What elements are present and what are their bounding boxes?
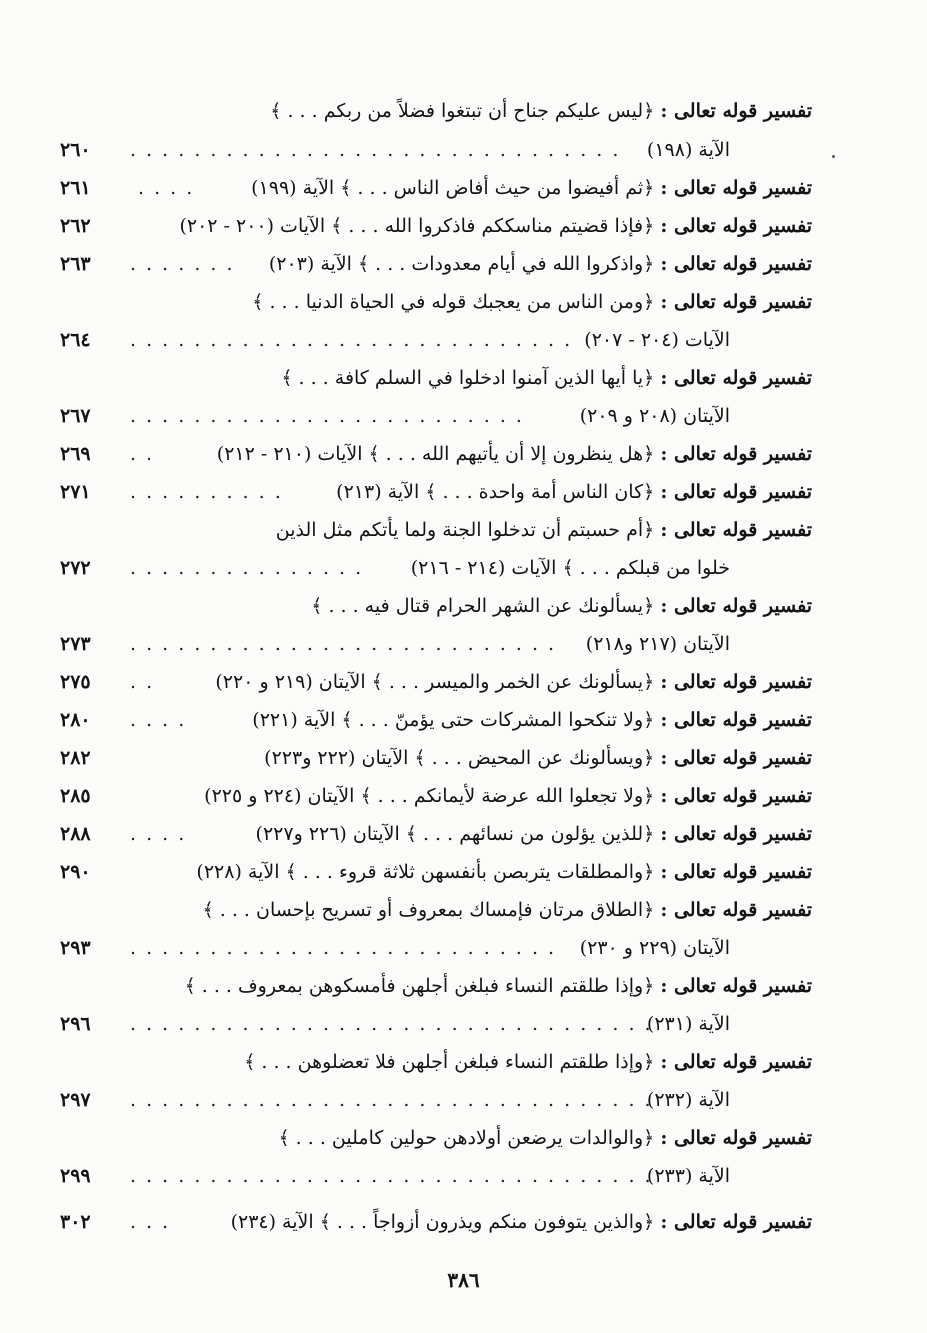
entry-text	[244, 1044, 812, 1080]
leader-dots	[130, 322, 570, 358]
entry-lead: تفسير قوله تعالى :	[660, 291, 812, 313]
entry-page-number: ٢٨٢	[60, 747, 91, 769]
entry-text	[251, 170, 812, 206]
index-entry	[60, 854, 812, 890]
entry-text	[196, 854, 812, 890]
entry-verse: ﴿ليس عليكم جناح أن تبتغوا فضلاً من ربكم . . . ﴾	[270, 100, 655, 122]
index-entry	[60, 474, 812, 510]
entry-verse: ﴿أم حسبتم أن تدخلوا الجنة ولما يأتكم مثل الذين	[275, 519, 655, 541]
entry-text	[276, 512, 812, 548]
entry-verse: ﴿يا أيها الذين آمنوا ادخلوا في السلم كافة . . . ﴾	[281, 367, 655, 389]
entry-verse: ﴿ويسألونك عن المحيض . . . ﴾ الآيتان (٢٢٢ و٢٢٣)	[264, 747, 655, 769]
leader-dots	[130, 702, 190, 738]
entry-page-number: ٢٨٠	[60, 709, 91, 731]
entry-text	[336, 474, 812, 510]
entry-text	[264, 740, 812, 776]
entry-lead: تفسير قوله تعالى :	[660, 1127, 812, 1149]
entry-text	[231, 1204, 812, 1240]
leader-dots	[130, 246, 240, 282]
entry-verse: ﴿وإذا طلقتم النساء فبلغن أجلهن فأمسكوهن بمعروف . . . ﴾	[184, 975, 655, 997]
leader-dots	[130, 1158, 650, 1194]
entry-text	[256, 816, 812, 852]
entry-page-number: ٢٨٥	[60, 785, 91, 807]
entry-lead: تفسير قوله تعالى :	[660, 785, 812, 807]
leader-dots	[138, 170, 198, 206]
index-entry-continuation	[60, 398, 812, 434]
entry-text: الآية (٢٣١)	[646, 1013, 730, 1035]
entry-page-number: ٢٦٩	[60, 443, 91, 465]
entry-page-number: ٢٦١	[60, 177, 91, 199]
entry-text: الآيتان (٢٢٩ و ٢٣٠)	[579, 937, 730, 959]
index-entry	[60, 892, 812, 928]
entry-lead: تفسير قوله تعالى :	[660, 100, 812, 122]
entry-page-number: ٢٦٠	[60, 139, 91, 161]
index-entry-continuation	[60, 1006, 812, 1042]
entry-page-number: ٢٧٣	[60, 633, 91, 655]
index-entry	[60, 1120, 812, 1156]
entry-lead: تفسير قوله تعالى :	[660, 215, 812, 237]
entry-lead: تفسير قوله تعالى :	[660, 519, 812, 541]
entry-lead: تفسير قوله تعالى :	[660, 177, 812, 199]
leader-dots	[130, 132, 630, 168]
index-entry	[60, 93, 812, 129]
entry-verse: ﴿ثم أفيضوا من حيث أفاض الناس . . . ﴾ الآية (١٩٩)	[251, 177, 655, 199]
entry-page-number: ٢٩٦	[60, 1013, 91, 1035]
entry-lead: تفسير قوله تعالى :	[660, 671, 812, 693]
entry-lead: تفسير قوله تعالى :	[660, 443, 812, 465]
entry-verse: ﴿والذين يتوفون منكم ويذرون أزواجاً . . . ﴾ الآية (٢٣٤)	[230, 1211, 655, 1233]
entry-page-number: ٢٩٣	[60, 937, 91, 959]
entry-lead: تفسير قوله تعالى :	[660, 975, 812, 997]
entry-text: الآية (١٩٨)	[646, 139, 730, 161]
entry-text	[185, 968, 812, 1004]
entry-lead: تفسير قوله تعالى :	[660, 1211, 812, 1233]
entry-lead: تفسير قوله تعالى :	[660, 747, 812, 769]
entry-text	[279, 1120, 813, 1156]
entry-verse: ﴿الطلاق مرتان فإمساك بمعروف أو تسريح بإحسان . . . ﴾	[202, 899, 655, 921]
entry-text: الآيتان (٢٠٨ و ٢٠٩)	[579, 405, 730, 427]
scan-speck	[832, 155, 835, 158]
index-entry	[60, 816, 812, 852]
index-entry-continuation	[60, 930, 812, 966]
index-entry	[60, 1204, 812, 1240]
entry-text	[269, 246, 812, 282]
index-entry	[60, 702, 812, 738]
entry-page-number: ٢٩٧	[60, 1089, 91, 1111]
entry-text	[311, 588, 812, 624]
entry-page-number: ٢٦٣	[60, 253, 91, 275]
entry-text: الآيات (٢٠٤ - ٢٠٧)	[584, 329, 730, 351]
index-entry-continuation	[60, 132, 812, 168]
entry-page-number: ٢٦٢	[60, 215, 91, 237]
index-entry	[60, 284, 812, 320]
index-entry	[60, 740, 812, 776]
entry-lead: تفسير قوله تعالى :	[660, 899, 812, 921]
entry-lead: تفسير قوله تعالى :	[660, 253, 812, 275]
index-entry	[60, 170, 812, 206]
index-entry	[60, 512, 812, 548]
index-entry	[60, 246, 812, 282]
entry-text: الآية (٢٣٢)	[646, 1089, 730, 1111]
entry-page-number: ٢٩٠	[60, 861, 91, 883]
entry-verse: ﴿والوالدات يرضعن أولادهن حولين كاملين . . . ﴾	[278, 1127, 655, 1149]
entry-text	[270, 93, 812, 129]
index-entry	[60, 208, 812, 244]
entry-verse: ﴿يسألونك عن الخمر والميسر . . . ﴾ الآيتان (٢١٩ و ٢٢٠)	[215, 671, 655, 693]
entry-page-number: ٣٠٢	[60, 1211, 91, 1233]
index-entry-continuation	[60, 322, 812, 358]
entry-lead: تفسير قوله تعالى :	[660, 861, 812, 883]
index-entry	[60, 360, 812, 396]
leader-dots	[130, 550, 360, 586]
entry-text	[203, 892, 812, 928]
index-entry-continuation	[60, 1082, 812, 1118]
leader-dots	[130, 436, 150, 472]
leader-dots	[130, 1006, 650, 1042]
entry-lead: تفسير قوله تعالى :	[660, 1051, 812, 1073]
leader-dots	[130, 816, 190, 852]
index-entry	[60, 1044, 812, 1080]
entry-page-number: ٢٦٧	[60, 405, 91, 427]
entry-verse: ﴿وإذا طلقتم النساء فبلغن أجلهن فلا تعضلوهن . . . ﴾	[244, 1051, 655, 1073]
entry-page-number: ٢٧٥	[60, 671, 91, 693]
index-entry	[60, 778, 812, 814]
entry-verse: ﴿ولا تجعلوا الله عرضة لأيمانكم . . . ﴾ الآيتان (٢٢٤ و ٢٢٥)	[204, 785, 655, 807]
entry-text	[217, 436, 812, 472]
entry-verse: ﴿ولا تنكحوا المشركات حتى يؤمنّ . . . ﴾ الآية (٢٢١)	[252, 709, 655, 731]
entry-verse: ﴿يسألونك عن الشهر الحرام قتال فيه . . . ﴾	[311, 595, 655, 617]
leader-dots	[130, 626, 560, 662]
entry-page-number: ٢٧١	[60, 481, 91, 503]
entry-lead: تفسير قوله تعالى :	[660, 481, 812, 503]
entry-text	[204, 778, 812, 814]
entry-verse: ﴿والمطلقات يتربصن بأنفسهن ثلاثة قروء . . . ﴾ الآية (٢٢٨)	[196, 861, 655, 883]
entry-verse: ﴿للذين يؤلون من نسائهم . . . ﴾ الآيتان (٢٢٦ و٢٢٧)	[255, 823, 655, 845]
leader-dots	[130, 474, 280, 510]
leader-dots	[130, 398, 530, 434]
entry-text	[252, 702, 812, 738]
entry-text: الآية (٢٣٣)	[646, 1165, 730, 1187]
entry-verse: ﴿كان الناس أمة واحدة . . . ﴾ الآية (٢١٣)	[336, 481, 655, 503]
leader-dots	[130, 664, 152, 700]
entry-verse: ﴿هل ينظرون إلا أن يأتيهم الله . . . ﴾ الآيات (٢١٠ - ٢١٢)	[216, 443, 655, 465]
entry-verse: ﴿فإذا قضيتم مناسككم فاذكروا الله . . . ﴾ الآيات (٢٠٠ - ٢٠٢)	[179, 215, 655, 237]
entry-lead: تفسير قوله تعالى :	[660, 709, 812, 731]
entry-text: الآيتان (٢١٧ و٢١٨)	[585, 633, 730, 655]
entry-verse: ﴿واذكروا الله في أيام معدودات . . . ﴾ الآية (٢٠٣)	[268, 253, 655, 275]
page-number: ٣٨٦	[447, 1268, 480, 1292]
leader-dots	[130, 1082, 650, 1118]
index-entry-continuation	[60, 1158, 812, 1194]
entry-text	[215, 664, 812, 700]
entry-page-number: ٢٨٨	[60, 823, 91, 845]
index-entry-continuation	[60, 626, 812, 662]
entry-page-number: ٢٧٢	[60, 557, 91, 579]
entry-text: خلوا من قبلكم . . . ﴾ الآيات (٢١٤ - ٢١٦)	[410, 557, 730, 579]
leader-dots	[130, 930, 560, 966]
entry-lead: تفسير قوله تعالى :	[660, 367, 812, 389]
entry-text	[252, 284, 812, 320]
entry-text	[281, 360, 812, 396]
index-entry	[60, 664, 812, 700]
index-entry	[60, 968, 812, 1004]
entry-lead: تفسير قوله تعالى :	[660, 595, 812, 617]
entry-page-number: ٢٩٩	[60, 1165, 91, 1187]
leader-dots	[130, 1204, 170, 1240]
entry-text	[179, 208, 812, 244]
entry-verse: ﴿ومن الناس من يعجبك قوله في الحياة الدنيا . . . ﴾	[252, 291, 655, 313]
index-entry	[60, 588, 812, 624]
entry-page-number: ٢٦٤	[60, 329, 91, 351]
index-entry	[60, 436, 812, 472]
entry-lead: تفسير قوله تعالى :	[660, 823, 812, 845]
index-entry-continuation	[60, 550, 812, 586]
